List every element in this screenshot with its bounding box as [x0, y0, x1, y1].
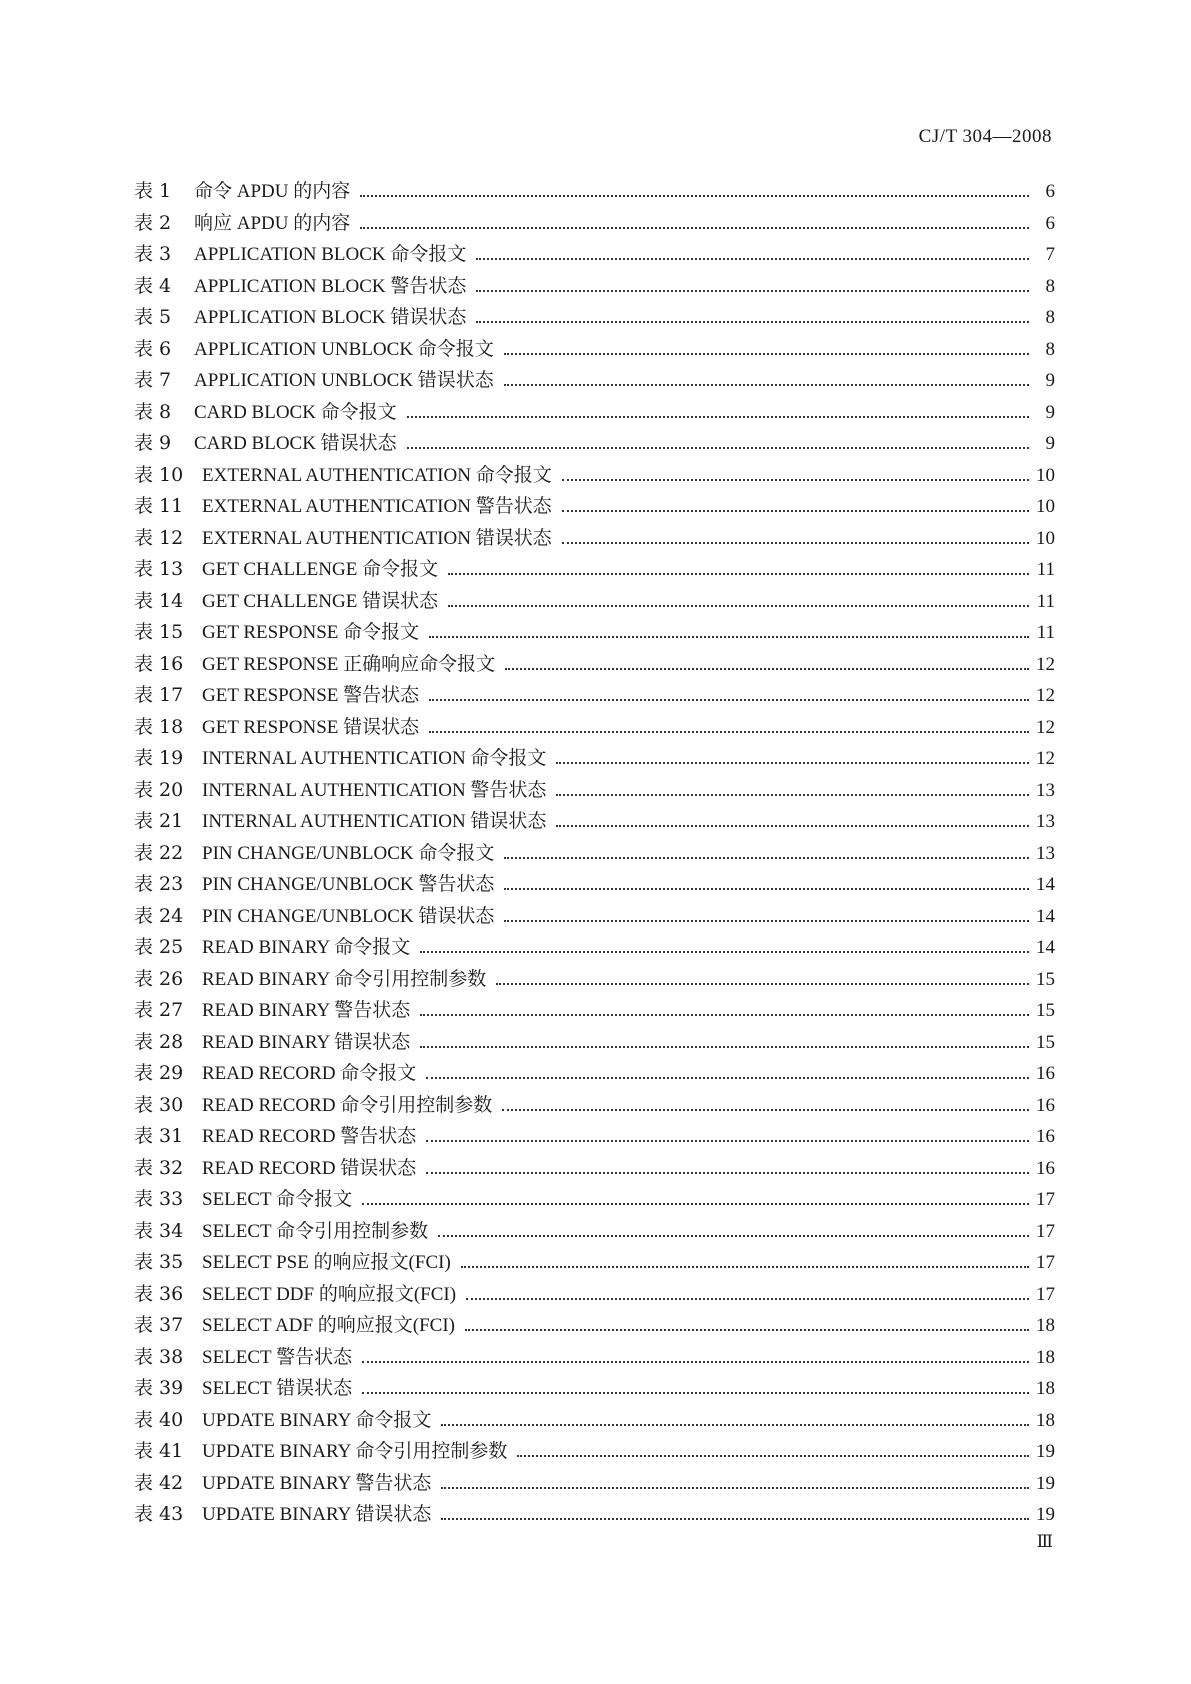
- toc-entry-title: EXTERNAL AUTHENTICATION 命令报文: [202, 464, 552, 486]
- toc-entry-title: SELECT 命令引用控制参数: [202, 1220, 429, 1242]
- toc-entry-page: 9: [1045, 401, 1055, 423]
- toc-entry-label: 表 37: [134, 1314, 184, 1336]
- toc-leader-dots: [420, 995, 1029, 1027]
- toc-entry-title: SELECT PSE 的响应报文(FCI): [202, 1252, 451, 1273]
- toc-leader-dots: [504, 901, 1029, 933]
- toc-entry-page: 12: [1036, 685, 1055, 706]
- toc-entry-page: 9: [1045, 370, 1055, 391]
- toc-entry-page: 13: [1036, 842, 1055, 864]
- toc-entry[interactable]: [134, 460, 1055, 492]
- toc-leader-dots: [426, 1153, 1029, 1185]
- toc-leader-dots: [441, 1405, 1029, 1437]
- toc-entry-label: 表 13: [134, 558, 184, 580]
- toc-entry-label: 表 39: [134, 1377, 184, 1399]
- toc-entry-title: APPLICATION BLOCK 警告状态: [194, 275, 467, 297]
- toc-leader-dots: [362, 1184, 1029, 1216]
- toc-entry-label: 表 8: [134, 400, 172, 423]
- toc-entry-label: 表 5: [134, 306, 172, 328]
- toc-leader-dots: [448, 586, 1029, 618]
- toc-entry-title: READ BINARY 警告状态: [202, 1000, 411, 1021]
- toc-entry-page: 9: [1045, 433, 1055, 454]
- toc-entry-label: 表 25: [134, 936, 184, 958]
- toc-entry-title: CARD BLOCK 错误状态: [194, 433, 397, 454]
- toc-entry[interactable]: [134, 838, 1055, 870]
- toc-entry[interactable]: [134, 1216, 1055, 1248]
- toc-leader-dots: [407, 397, 1029, 429]
- toc-entry-title: SELECT ADF 的响应报文(FCI): [202, 1315, 456, 1336]
- toc-entry-label: 表 11: [134, 495, 184, 517]
- toc-entry-label: 表 41: [134, 1440, 184, 1462]
- toc-entry-title: READ RECORD 命令报文: [202, 1063, 417, 1084]
- toc-entry-title: CARD BLOCK 命令报文: [194, 401, 397, 423]
- toc-entry-page: 16: [1036, 1157, 1055, 1179]
- toc-leader-dots: [426, 1058, 1029, 1090]
- toc-entry[interactable]: [134, 1121, 1055, 1153]
- toc-entry[interactable]: [134, 1373, 1055, 1405]
- toc-entry-page: 14: [1036, 905, 1055, 927]
- toc-leader-dots: [476, 239, 1029, 271]
- toc-entry-label: 表 16: [134, 652, 184, 675]
- table-of-contents: [134, 176, 1055, 1531]
- toc-entry-label: 表 31: [134, 1125, 184, 1147]
- toc-entry-label: 表 21: [134, 810, 184, 832]
- toc-entry-page: 18: [1036, 1409, 1055, 1431]
- toc-entry-title: GET RESPONSE 正确响应命令报文: [202, 653, 496, 675]
- toc-entry-page: 13: [1036, 779, 1055, 801]
- toc-leader-dots: [429, 617, 1029, 649]
- toc-entry-title: READ RECORD 警告状态: [202, 1126, 417, 1147]
- toc-entry-label: 表 23: [134, 873, 184, 895]
- toc-entry[interactable]: [134, 901, 1055, 933]
- toc-entry-page: 10: [1036, 527, 1055, 549]
- toc-entry-title: UPDATE BINARY 错误状态: [202, 1504, 432, 1525]
- toc-leader-dots: [504, 365, 1029, 397]
- toc-entry-label: 表 4: [134, 274, 172, 297]
- toc-entry-title: GET CHALLENGE 错误状态: [202, 590, 439, 612]
- toc-entry-title: APPLICATION BLOCK 命令报文: [194, 244, 467, 265]
- toc-leader-dots: [420, 1027, 1029, 1059]
- toc-leader-dots: [504, 869, 1029, 901]
- toc-entry-page: 19: [1036, 1504, 1055, 1525]
- toc-leader-dots: [420, 932, 1029, 964]
- toc-entry-page: 6: [1045, 212, 1055, 234]
- toc-leader-dots: [441, 1468, 1029, 1500]
- toc-entry-label: 表 38: [134, 1345, 184, 1368]
- toc-entry-label: 表 2: [134, 211, 172, 234]
- toc-entry[interactable]: [134, 995, 1055, 1027]
- toc-entry-page: 17: [1036, 1283, 1055, 1305]
- document-code: CJ/T 304—2008: [918, 126, 1052, 147]
- toc-entry-page: 11: [1036, 590, 1055, 612]
- toc-entry-label: 表 35: [134, 1251, 184, 1273]
- toc-entry[interactable]: [134, 806, 1055, 838]
- toc-entry-label: 表 20: [134, 778, 184, 801]
- toc-entry[interactable]: [134, 554, 1055, 586]
- toc-entry[interactable]: [134, 428, 1055, 460]
- toc-entry[interactable]: [134, 523, 1055, 555]
- toc-entry-title: SELECT 错误状态: [202, 1378, 353, 1399]
- toc-entry-label: 表 10: [134, 463, 184, 486]
- toc-entry-title: GET RESPONSE 命令报文: [202, 622, 420, 643]
- toc-entry[interactable]: [134, 1405, 1055, 1437]
- toc-leader-dots: [438, 1216, 1029, 1248]
- toc-entry-label: 表 42: [134, 1471, 184, 1494]
- toc-entry-label: 表 40: [134, 1408, 184, 1431]
- toc-entry[interactable]: [134, 680, 1055, 712]
- toc-entry[interactable]: [134, 208, 1055, 240]
- toc-entry-label: 表 34: [134, 1219, 184, 1242]
- toc-leader-dots: [429, 712, 1029, 744]
- toc-entry-label: 表 33: [134, 1188, 184, 1210]
- toc-entry[interactable]: [134, 1090, 1055, 1122]
- toc-entry-page: 17: [1036, 1220, 1055, 1242]
- toc-entry-page: 11: [1036, 559, 1055, 580]
- toc-leader-dots: [465, 1310, 1029, 1342]
- toc-entry[interactable]: [134, 491, 1055, 523]
- toc-entry-page: 15: [1036, 1000, 1055, 1021]
- toc-leader-dots: [466, 1279, 1029, 1311]
- toc-entry[interactable]: [134, 1153, 1055, 1185]
- toc-entry-label: 表 27: [134, 999, 184, 1021]
- toc-leader-dots: [562, 523, 1029, 555]
- toc-entry-title: 命令 APDU 的内容: [194, 181, 351, 202]
- toc-entry-label: 表 17: [134, 684, 184, 706]
- toc-leader-dots: [496, 964, 1029, 996]
- toc-entry-title: APPLICATION BLOCK 错误状态: [194, 307, 467, 328]
- toc-entry-page: 7: [1045, 244, 1055, 265]
- toc-entry-title: INTERNAL AUTHENTICATION 命令报文: [202, 748, 547, 769]
- toc-leader-dots: [362, 1342, 1029, 1374]
- toc-entry-label: 表 32: [134, 1156, 184, 1179]
- toc-entry-title: UPDATE BINARY 警告状态: [202, 1472, 432, 1494]
- toc-entry-page: 14: [1036, 874, 1055, 895]
- toc-entry-page: 10: [1036, 464, 1055, 486]
- toc-entry-title: SELECT DDF 的响应报文(FCI): [202, 1283, 457, 1305]
- toc-entry-page: 10: [1036, 496, 1055, 517]
- toc-entry-title: EXTERNAL AUTHENTICATION 警告状态: [202, 496, 552, 517]
- toc-entry-title: READ BINARY 命令报文: [202, 937, 411, 958]
- toc-leader-dots: [407, 428, 1029, 460]
- toc-entry-label: 表 14: [134, 589, 184, 612]
- toc-leader-dots: [504, 838, 1029, 870]
- toc-leader-dots: [441, 1499, 1029, 1531]
- toc-entry-page: 8: [1045, 275, 1055, 297]
- toc-entry-label: 表 30: [134, 1093, 184, 1116]
- toc-entry[interactable]: [134, 1027, 1055, 1059]
- toc-entry-page: 8: [1045, 307, 1055, 328]
- toc-entry-title: GET RESPONSE 错误状态: [202, 716, 420, 738]
- toc-entry[interactable]: [134, 1279, 1055, 1311]
- toc-entry-page: 15: [1036, 968, 1055, 990]
- toc-entry[interactable]: [134, 1247, 1055, 1279]
- toc-leader-dots: [562, 491, 1029, 523]
- toc-entry[interactable]: [134, 176, 1055, 208]
- page-number: Ⅲ: [1036, 1532, 1053, 1551]
- toc-entry[interactable]: [134, 932, 1055, 964]
- toc-entry-page: 17: [1036, 1189, 1055, 1210]
- toc-entry-page: 11: [1036, 622, 1055, 643]
- toc-leader-dots: [476, 271, 1029, 303]
- toc-entry-label: 表 6: [134, 337, 172, 360]
- toc-entry[interactable]: [134, 586, 1055, 618]
- toc-entry[interactable]: [134, 775, 1055, 807]
- toc-leader-dots: [461, 1247, 1029, 1279]
- toc-entry[interactable]: [134, 964, 1055, 996]
- toc-entry[interactable]: [134, 1468, 1055, 1500]
- toc-entry-page: 6: [1045, 181, 1055, 202]
- toc-entry[interactable]: [134, 1499, 1055, 1531]
- toc-entry-title: UPDATE BINARY 命令引用控制参数: [202, 1441, 508, 1462]
- toc-entry-page: 17: [1036, 1252, 1055, 1273]
- toc-entry-page: 19: [1036, 1472, 1055, 1494]
- toc-entry-label: 表 18: [134, 715, 184, 738]
- toc-entry-label: 表 1: [134, 180, 172, 202]
- toc-entry[interactable]: [134, 1342, 1055, 1374]
- toc-entry-title: READ RECORD 命令引用控制参数: [202, 1094, 493, 1116]
- toc-entry-title: GET CHALLENGE 命令报文: [202, 559, 439, 580]
- toc-entry-page: 19: [1036, 1441, 1055, 1462]
- toc-leader-dots: [360, 176, 1029, 208]
- toc-entry-page: 18: [1036, 1378, 1055, 1399]
- toc-entry-label: 表 15: [134, 621, 184, 643]
- toc-entry[interactable]: [134, 397, 1055, 429]
- toc-entry[interactable]: [134, 649, 1055, 681]
- toc-entry-label: 表 26: [134, 967, 184, 990]
- toc-entry-label: 表 19: [134, 747, 184, 769]
- toc-leader-dots: [556, 775, 1029, 807]
- toc-entry[interactable]: [134, 869, 1055, 901]
- toc-leader-dots: [517, 1436, 1029, 1468]
- toc-entry-page: 18: [1036, 1346, 1055, 1368]
- toc-entry-page: 8: [1045, 338, 1055, 360]
- toc-entry[interactable]: [134, 271, 1055, 303]
- toc-entry-label: 表 7: [134, 369, 172, 391]
- toc-entry-page: 16: [1036, 1126, 1055, 1147]
- toc-entry-title: INTERNAL AUTHENTICATION 错误状态: [202, 811, 547, 832]
- toc-leader-dots: [448, 554, 1029, 586]
- toc-leader-dots: [556, 743, 1029, 775]
- toc-leader-dots: [504, 334, 1029, 366]
- toc-leader-dots: [476, 302, 1029, 334]
- toc-entry[interactable]: [134, 743, 1055, 775]
- toc-entry[interactable]: [134, 1058, 1055, 1090]
- toc-entry-title: SELECT 命令报文: [202, 1189, 353, 1210]
- toc-leader-dots: [360, 208, 1029, 240]
- toc-leader-dots: [429, 680, 1029, 712]
- toc-entry-page: 12: [1036, 748, 1055, 769]
- toc-entry-label: 表 3: [134, 243, 172, 265]
- toc-entry-label: 表 12: [134, 526, 184, 549]
- toc-entry-title: APPLICATION UNBLOCK 错误状态: [194, 370, 494, 391]
- toc-entry-title: GET RESPONSE 警告状态: [202, 685, 420, 706]
- toc-entry-label: 表 22: [134, 841, 184, 864]
- toc-entry[interactable]: [134, 617, 1055, 649]
- toc-entry-label: 表 24: [134, 904, 184, 927]
- toc-entry-page: 13: [1036, 811, 1055, 832]
- toc-entry[interactable]: [134, 1310, 1055, 1342]
- toc-entry-page: 16: [1036, 1094, 1055, 1116]
- toc-entry-page: 14: [1036, 937, 1055, 958]
- toc-leader-dots: [505, 649, 1029, 681]
- toc-entry[interactable]: [134, 365, 1055, 397]
- toc-leader-dots: [502, 1090, 1029, 1122]
- toc-entry-title: READ BINARY 命令引用控制参数: [202, 968, 487, 990]
- toc-entry-label: 表 36: [134, 1282, 184, 1305]
- toc-entry[interactable]: [134, 334, 1055, 366]
- toc-leader-dots: [362, 1373, 1029, 1405]
- toc-leader-dots: [562, 460, 1029, 492]
- toc-entry-label: 表 9: [134, 432, 172, 454]
- toc-entry-page: 16: [1036, 1063, 1055, 1084]
- toc-entry[interactable]: [134, 239, 1055, 271]
- toc-entry-title: 响应 APDU 的内容: [194, 212, 351, 234]
- toc-entry-label: 表 28: [134, 1030, 184, 1053]
- toc-entry[interactable]: [134, 1184, 1055, 1216]
- toc-entry-title: READ BINARY 错误状态: [202, 1031, 411, 1053]
- toc-entry-label: 表 43: [134, 1503, 184, 1525]
- toc-leader-dots: [426, 1121, 1029, 1153]
- toc-entry-title: SELECT 警告状态: [202, 1346, 353, 1368]
- toc-entry-title: PIN CHANGE/UNBLOCK 命令报文: [202, 842, 495, 864]
- toc-entry-page: 12: [1036, 716, 1055, 738]
- toc-entry-title: APPLICATION UNBLOCK 命令报文: [194, 338, 494, 360]
- toc-entry-label: 表 29: [134, 1062, 184, 1084]
- toc-entry[interactable]: [134, 712, 1055, 744]
- toc-entry-page: 12: [1036, 653, 1055, 675]
- toc-entry-page: 15: [1036, 1031, 1055, 1053]
- toc-leader-dots: [556, 806, 1029, 838]
- toc-entry[interactable]: [134, 1436, 1055, 1468]
- toc-entry-page: 18: [1036, 1315, 1055, 1336]
- toc-entry-title: PIN CHANGE/UNBLOCK 错误状态: [202, 905, 495, 927]
- toc-entry-title: INTERNAL AUTHENTICATION 警告状态: [202, 779, 547, 801]
- toc-entry-title: UPDATE BINARY 命令报文: [202, 1409, 432, 1431]
- toc-entry-title: PIN CHANGE/UNBLOCK 警告状态: [202, 874, 495, 895]
- toc-entry[interactable]: [134, 302, 1055, 334]
- toc-entry-title: READ RECORD 错误状态: [202, 1157, 417, 1179]
- toc-entry-title: EXTERNAL AUTHENTICATION 错误状态: [202, 527, 552, 549]
